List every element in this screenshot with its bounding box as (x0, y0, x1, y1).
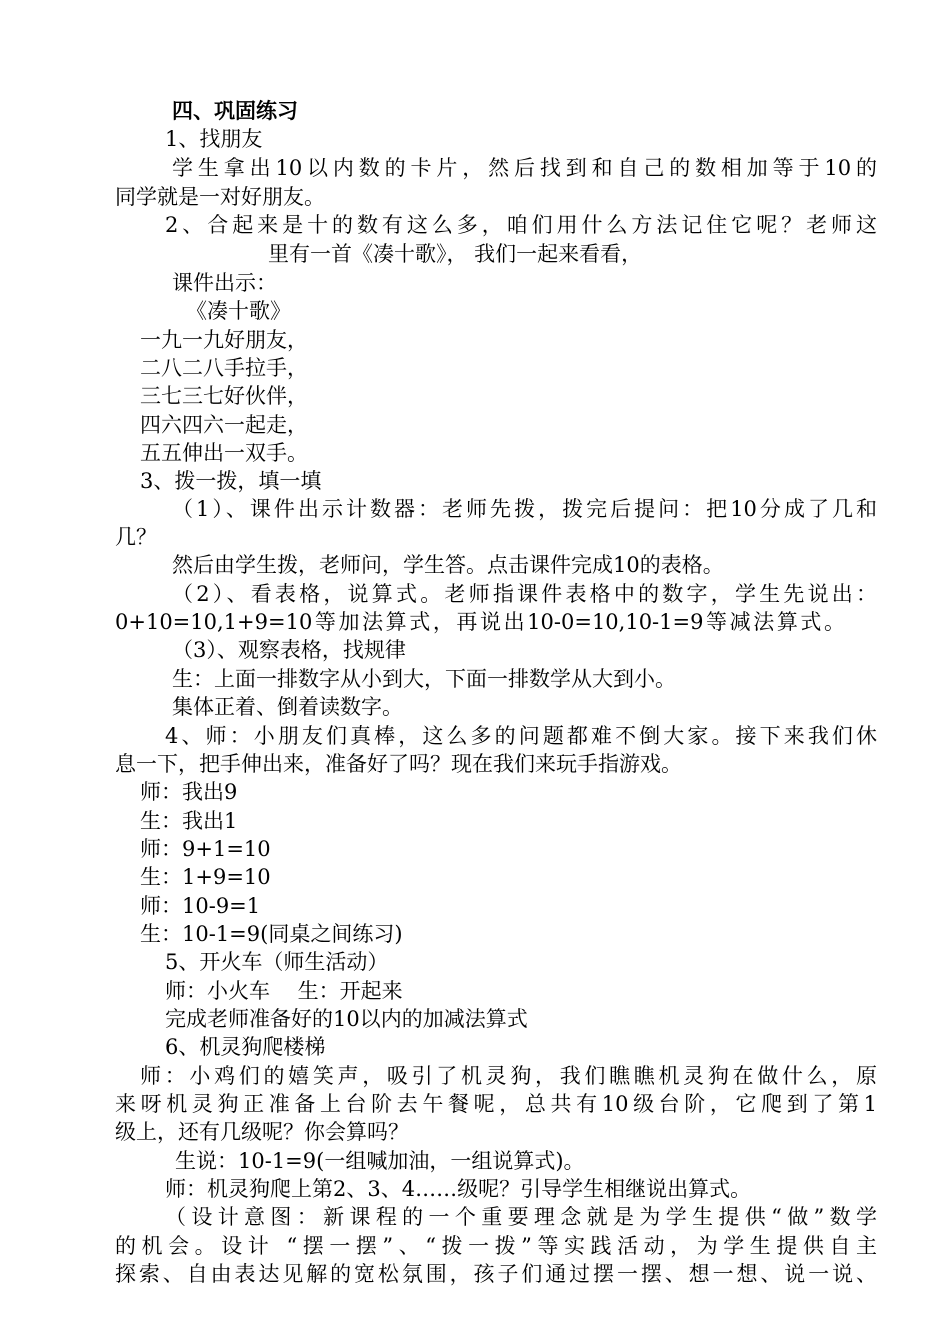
text-line: 师：机灵狗爬上第2、3、4……级呢？引导学生相继说出算式。 (165, 1177, 752, 1201)
text-line: （3）、观察表格，找规律 (172, 638, 406, 662)
dialogue-line: 师：10-9=1 (140, 894, 261, 918)
poem-line: 五五伸出一双手。 (140, 441, 308, 465)
dialogue-line: 生：10-1=9(同桌之间练习) (140, 922, 403, 946)
text-line: 生：上面一排数字从小到大，下面一排数学从大到小。 (172, 667, 676, 691)
text-line: （设计意图：新课程的一个重要理念就是为学生提供“做”数学 (165, 1205, 877, 1229)
text-line: 师：小鸡们的嬉笑声，吸引了机灵狗，我们瞧瞧机灵狗在做什么，原 (140, 1064, 877, 1088)
dialogue-line: 生：我出1 (140, 809, 238, 833)
text-line: 然后由学生拨，老师问，学生答。点击课件完成10的表格。 (172, 553, 724, 577)
text-line: 同学就是一对好朋友。 (115, 185, 325, 209)
text-line: 几？ (115, 525, 157, 549)
text-line: （2）、看表格，说算式。老师指课件表格中的数字，学生先说出： (172, 582, 877, 606)
section-heading: 四、巩固练习 (172, 98, 298, 123)
text-line: 3、拨一拨，填一填 (140, 469, 322, 493)
poem-line: 四六四六一起走， (140, 413, 308, 437)
dialogue-line: 师：9+1=10 (140, 837, 271, 861)
text-line: 探索、自由表达见解的宽松氛围，孩子们通过摆一摆、想一想、说一说、 (115, 1262, 877, 1286)
text-line: 1、找朋友 (165, 127, 263, 151)
text-line: 0+10=10,1+9=10等加法算式，再说出10-0=10,10-1=9等减法算式。 (115, 610, 845, 634)
text-line: 学生拿出10以内数的卡片，然后找到和自己的数相加等于10的 (172, 156, 877, 180)
text-line: 4、师：小朋友们真棒，这么多的问题都难不倒大家。接下来我们休 (165, 724, 877, 748)
text-line: 2、合起来是十的数有这么多，咱们用什么方法记住它呢？老师这 (165, 213, 877, 237)
text-line: 里有一首《凑十歌》， 我们一起来看看， (268, 242, 643, 266)
text-line: 课件出示： (172, 271, 277, 295)
text-line: 5、开火车（师生活动） (165, 950, 389, 974)
text-line: 完成老师准备好的10以内的加减法算式 (165, 1007, 528, 1031)
dialogue-line: 师：我出9 (140, 780, 238, 804)
text-line: 来呀机灵狗正准备上台阶去午餐呢，总共有10级台阶，它爬到了第1 (115, 1092, 877, 1116)
text-line: （1）、课件出示计数器：老师先拨，拨完后提问：把10分成了几和 (172, 497, 877, 521)
poem-title: 《凑十歌》 (186, 299, 291, 323)
poem-line: 一九一九好朋友， (140, 328, 308, 352)
dialogue-line: 生：1+9=10 (140, 865, 271, 889)
text-line: 6、机灵狗爬楼梯 (165, 1035, 326, 1059)
text-line: 师：小火车 生：开起来 (165, 979, 403, 1003)
text-line: 级上，还有几级呢？你会算吗？ (115, 1120, 409, 1144)
poem-line: 二八二八手拉手， (140, 356, 308, 380)
text-line: 的机会。设计 “摆一摆”、“拨一拨”等实践活动，为学生提供自主 (115, 1234, 877, 1258)
text-line: 息一下，把手伸出来，准备好了吗？现在我们来玩手指游戏。 (115, 752, 682, 776)
text-line: 生说：10-1=9(一组喊加油，一组说算式)。 (175, 1149, 585, 1173)
poem-line: 三七三七好伙伴， (140, 384, 308, 408)
text-line: 集体正着、倒着读数字。 (172, 695, 403, 719)
